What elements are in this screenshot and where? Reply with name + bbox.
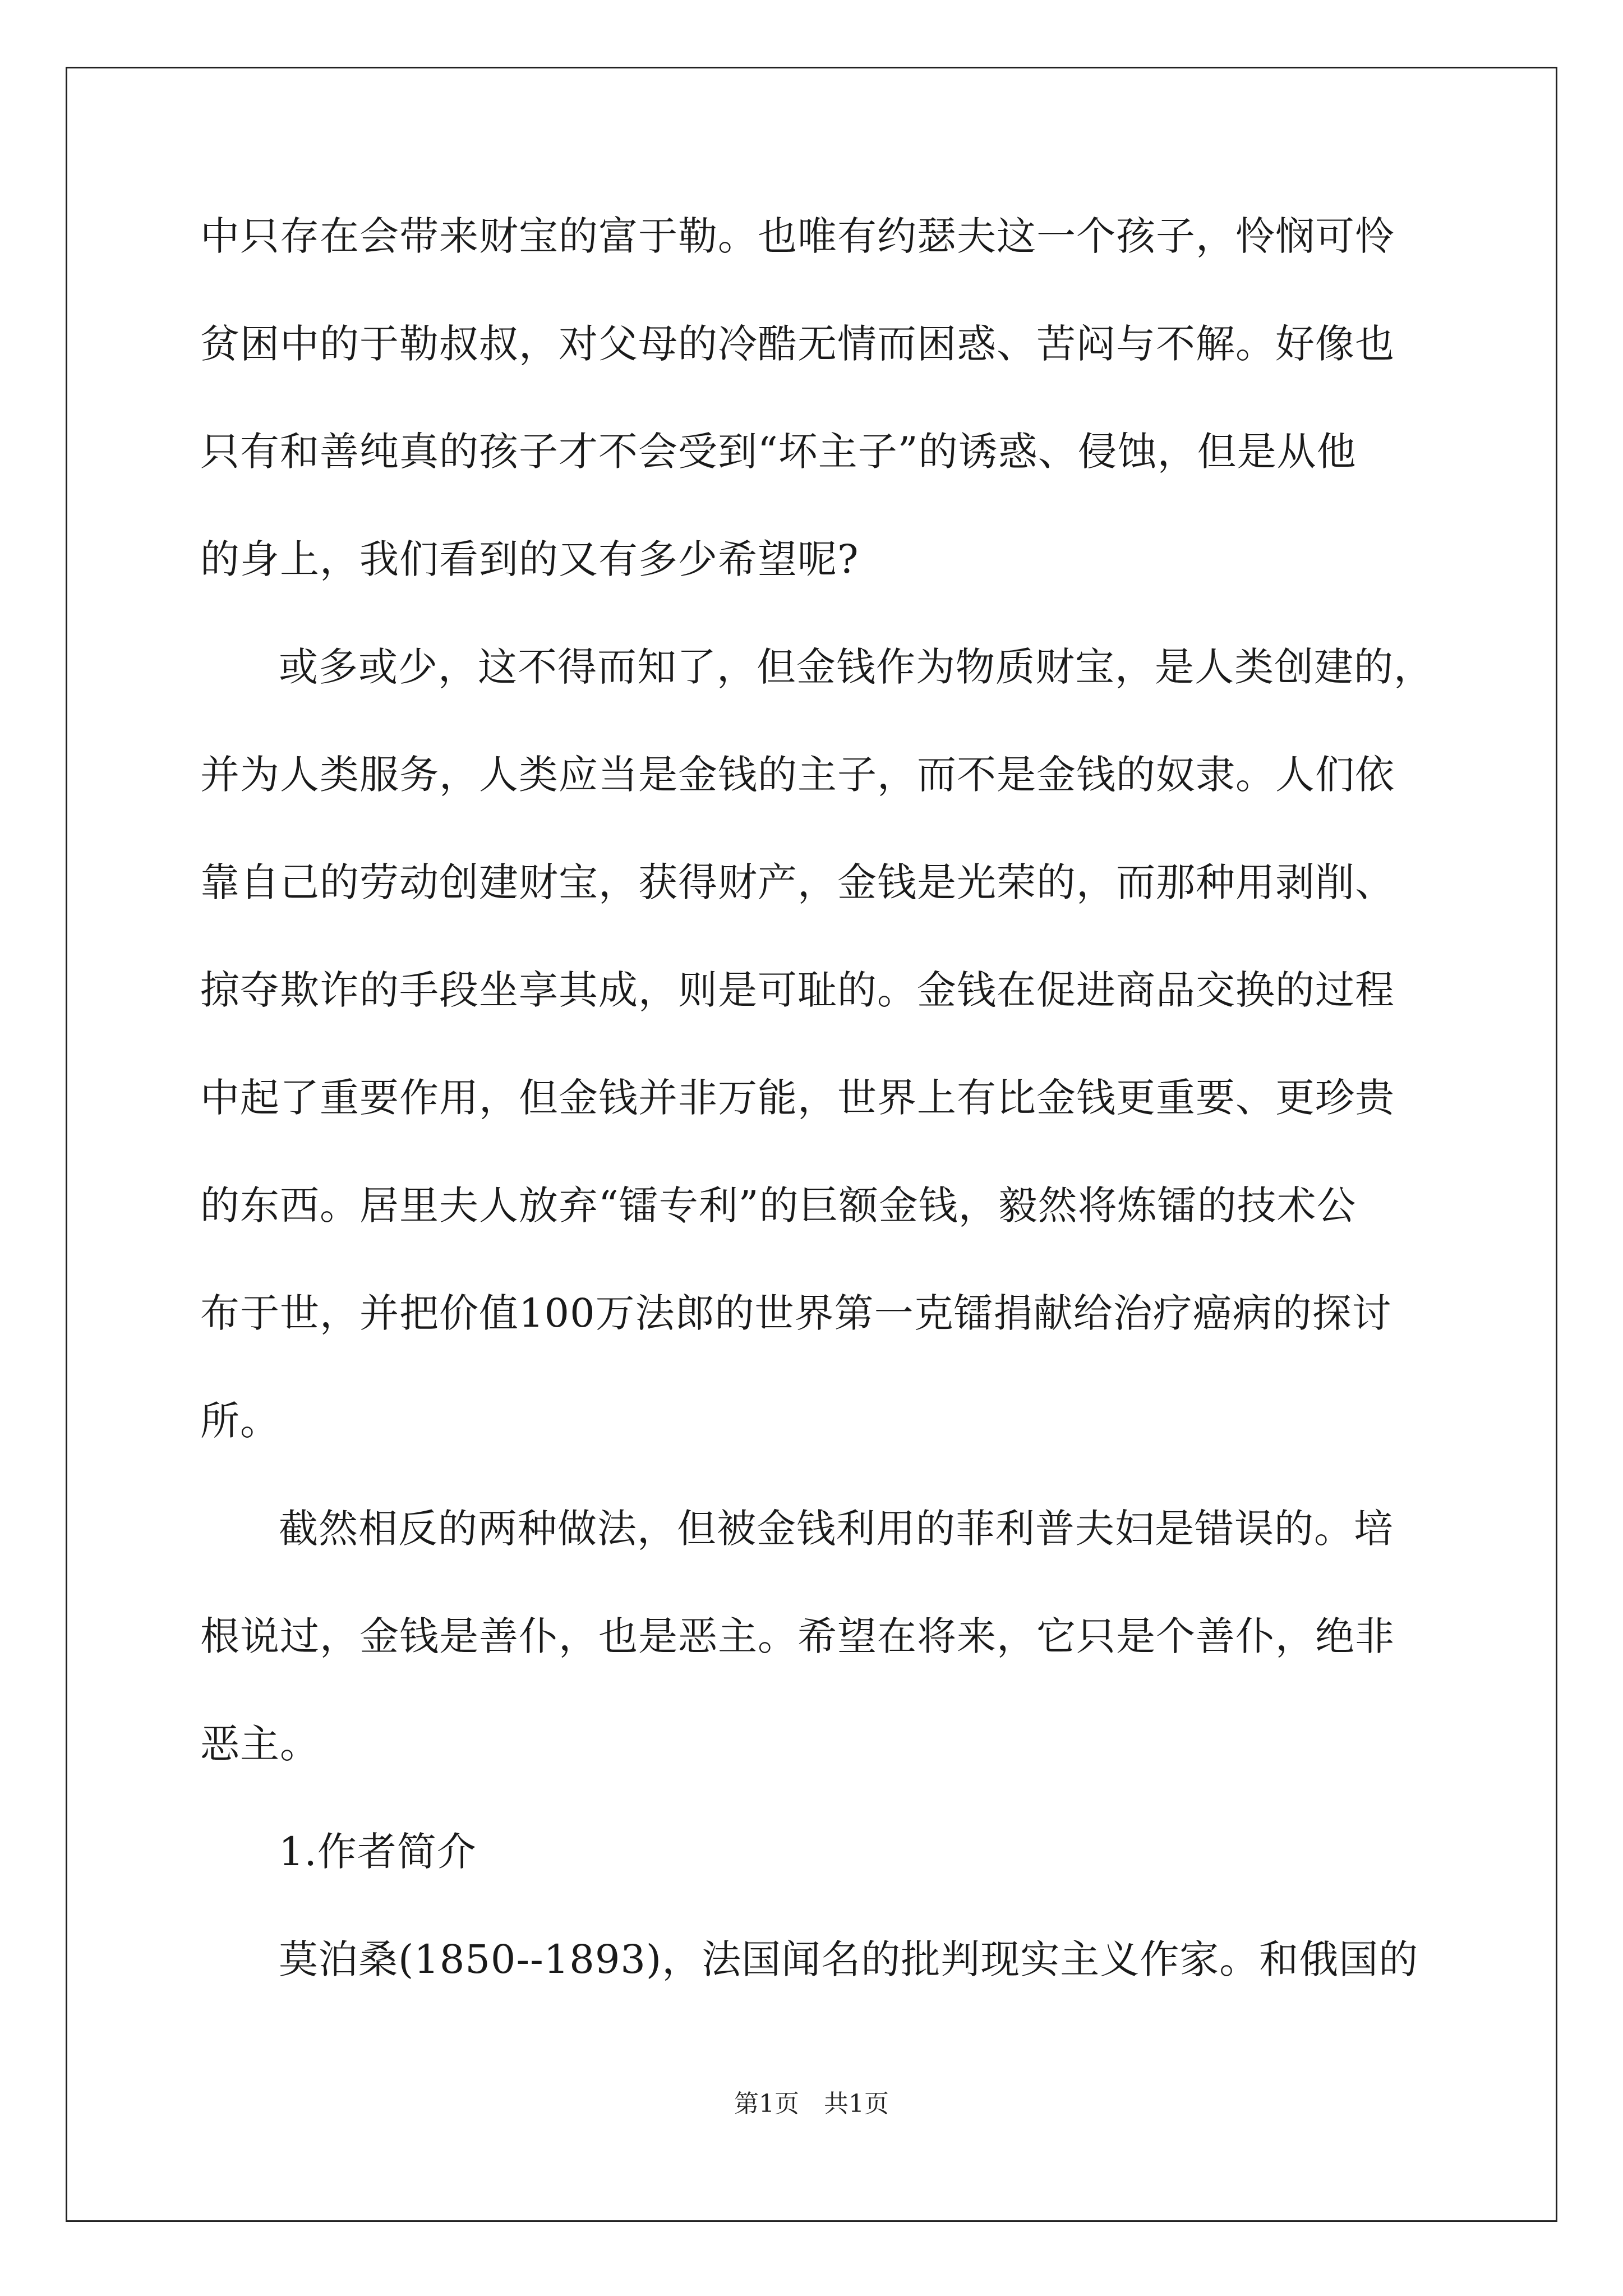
paragraph-line: 根说过，金钱是善仆，也是恶主。希望在将来，它只是个善仆，绝非 xyxy=(200,1613,1395,1659)
section-heading: 1.作者简介 xyxy=(279,1829,477,1875)
paragraph-line: 的身上，我们看到的又有多少希望呢? xyxy=(200,536,859,582)
paragraph-line: 截然相反的两种做法，但被金钱利用的菲利普夫妇是错误的。培 xyxy=(279,1506,1394,1552)
paragraph-line: 贫困中的于勒叔叔，对父母的冷酷无情而困惑、苦闷与不解。好像也 xyxy=(200,321,1395,367)
paragraph-line: 或多或少，这不得而知了，但金钱作为物质财宝，是人类创建的， xyxy=(279,644,1433,690)
page-number-label: 第1页 共1页 xyxy=(734,2090,889,2118)
paragraph-line: 中起了重要作用，但金钱并非万能，世界上有比金钱更重要、更珍贵 xyxy=(200,1075,1395,1121)
paragraph-line: 布于世，并把价值100万法郎的世界第一克镭捐献给治疗癌病的探讨 xyxy=(200,1290,1392,1336)
paragraph-line: 的东西。居里夫人放弃“镭专利”的巨额金钱，毅然将炼镭的技术公 xyxy=(200,1182,1357,1228)
paragraph-line: 只有和善纯真的孩子才不会受到“坏主子”的诱惑、侵蚀，但是从他 xyxy=(200,429,1357,475)
page-footer xyxy=(0,2083,1623,2119)
paragraph-line: 恶主。 xyxy=(200,1721,320,1767)
paragraph-line: 莫泊桑(1850--1893)，法国闻名的批判现实主义作家。和俄国的 xyxy=(279,1936,1419,1982)
paragraph-line: 靠自己的劳动创建财宝，获得财产，金钱是光荣的，而那种用剥削、 xyxy=(200,859,1395,905)
paragraph-line: 所。 xyxy=(200,1398,280,1444)
paragraph-line: 掠夺欺诈的手段坐享其成，则是可耻的。金钱在促进商品交换的过程 xyxy=(200,967,1395,1013)
document-body xyxy=(200,213,1440,2047)
paragraph-line: 中只存在会带来财宝的富于勒。也唯有约瑟夫这一个孩子，怜悯可怜 xyxy=(200,213,1395,259)
paragraph-line: 并为人类服务，人类应当是金钱的主子，而不是金钱的奴隶。人们依 xyxy=(200,752,1395,798)
